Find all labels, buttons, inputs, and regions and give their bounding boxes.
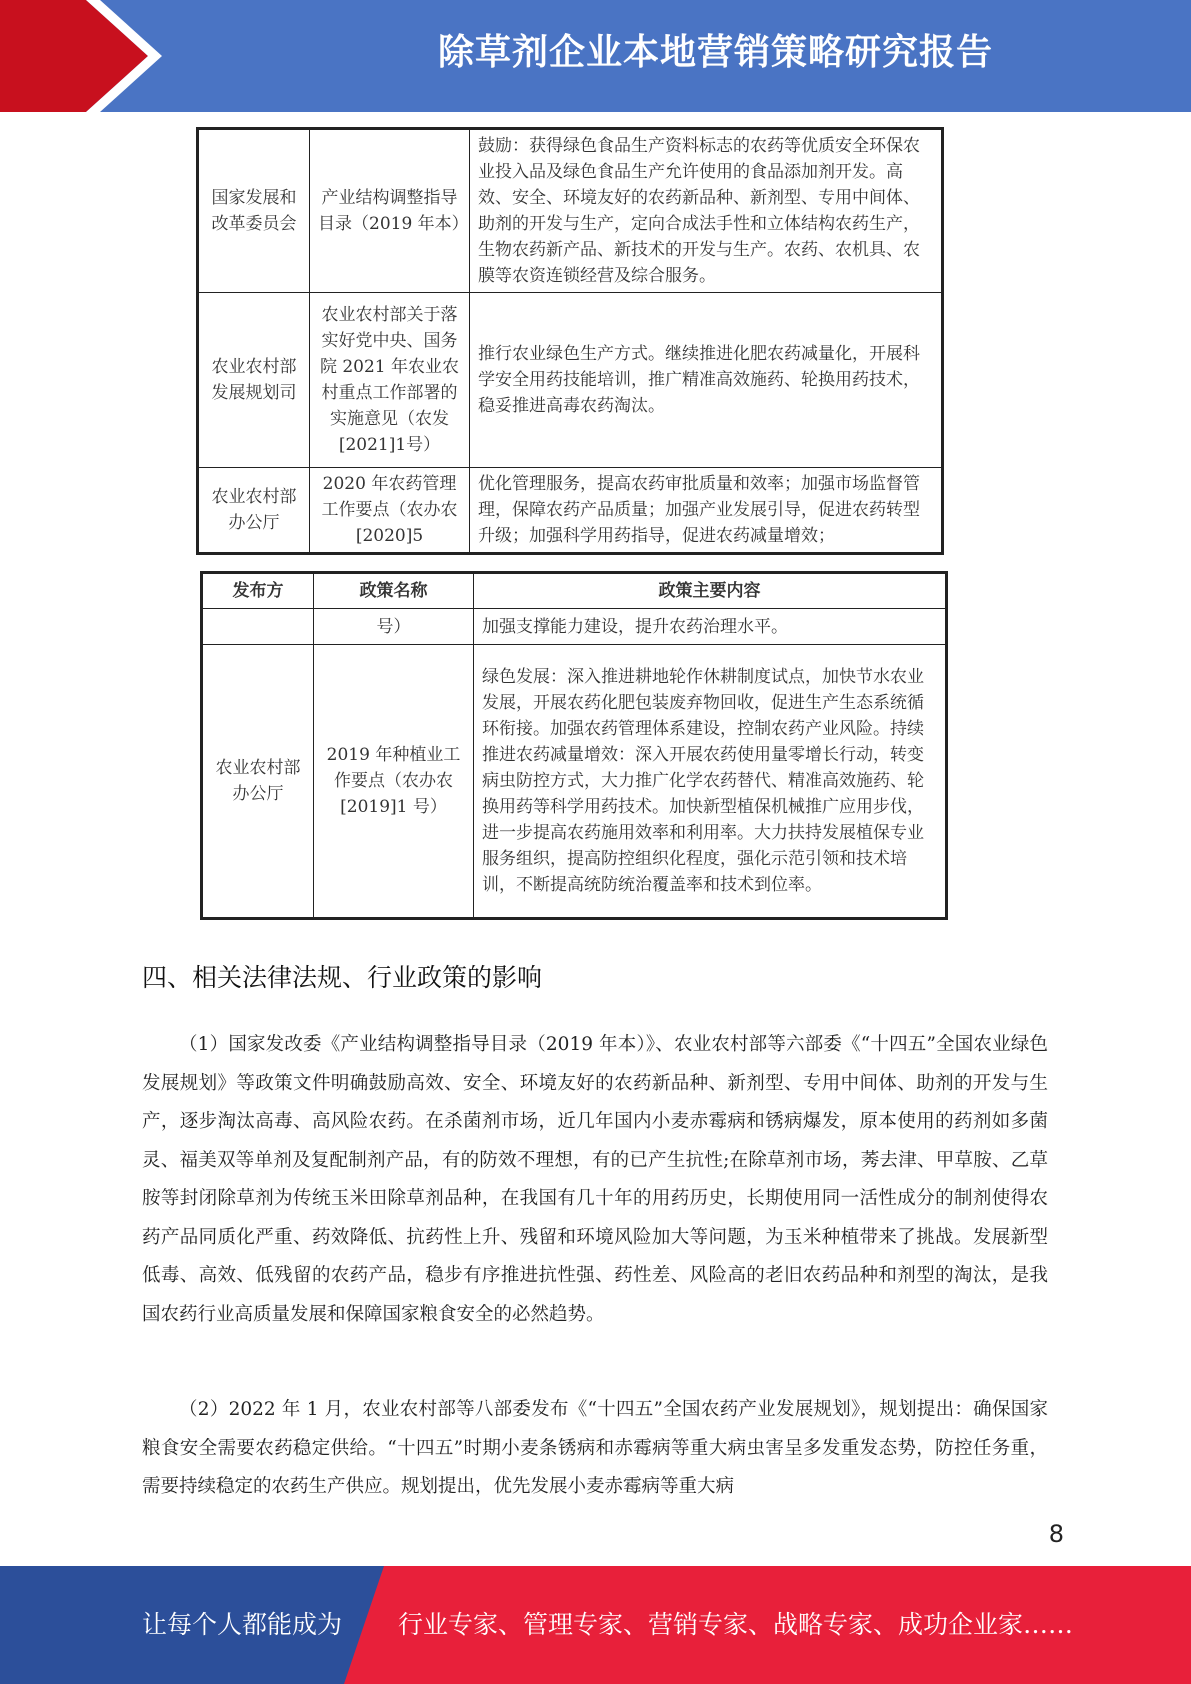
policy-content-cell: 加强支撑能力建设，提升农药治理水平。 [474, 609, 947, 645]
policy-table-continued [196, 127, 944, 555]
page-header [0, 0, 1191, 112]
footer-slogan-right: 行业专家、管理专家、营销专家、战略专家、成功企业家…… [398, 1610, 1074, 1639]
column-header-policy-content: 政策主要内容 [474, 573, 947, 609]
section-heading: 四、相关法律法规、行业政策的影响 [142, 963, 543, 992]
page-footer [0, 1566, 1191, 1684]
body-paragraph: （1）国家发改委《产业结构调整指导目录（2019 年本）》、农业农村部等六部委《“十四五”全国农业绿色发展规划》等政策文件明确鼓励高效、安全、环境友好的农药新品种、新剂型、专用中间体、助剂的开发与生产，逐步淘汰高毒、高风险农药。在杀菌剂市场，近几年国内小麦赤霉病和锈病爆发，原本使用的药剂如多菌灵、福美双等单剂及复配制剂产品，有的防效不理想，有的已产生抗性;在除草剂市场，莠去津、甲草胺、乙草胺等封闭除草剂为传统玉米田除草剂品种，在我国有几十年的用药历史，长期使用同一活性成分的制剂使得农药产品同质化严重、药效降低、抗药性上升、残留和环境风险加大等问题，为玉米种植带来了挑战。发展新型低毒、高效、低残留的农药产品，稳步有序推进抗性强、药性差、风险高的老旧农药品种和剂型的淘汰，是我国农药行业高质量发展和保障国家粮食安全的必然趋势。 [142, 1034, 1048, 1325]
table-row [202, 645, 947, 919]
issuer-cell: 国家发展和改革委员会 [198, 129, 310, 293]
policy-name-cell: 2019 年种植业工作要点（农办农[2019]1 号） [314, 645, 474, 919]
page-number: 8 [1048, 1520, 1064, 1548]
policy-content-cell: 绿色发展：深入推进耕地轮作休耕制度试点，加快节水农业发展，开展农药化肥包装废弃物回收，促进生产生态系统循环衔接。加强农药管理体系建设，控制农药产业风险。持续推进农药减量增效：深入开展农药使用量零增长行动，转变病虫防控方式，大力推广化学农药替代、精准高效施药、轮换用药等科学用药技术。加快新型植保机械推广应用步伐，进一步提高农药施用效率和利用率。大力扶持发展植保专业服务组织，提高防控组织化程度，强化示范引领和技术培训，不断提高统防统治覆盖率和技术到位率。 [474, 645, 947, 919]
body-paragraph: （2）2022 年 1 月，农业农村部等八部委发布《“十四五”全国农药产业发展规划》，规划提出：确保国家粮食安全需要农药稳定供给。“十四五”时期小麦条锈病和赤霉病等重大病虫害呈多发重发态势，防控任务重，需要持续稳定的农药生产供应。规划提出，优先发展小麦赤霉病等重大病 [142, 1399, 1048, 1497]
issuer-cell: 农业农村部办公厅 [202, 645, 314, 919]
table-row [198, 468, 943, 554]
issuer-cell: 农业农村部发展规划司 [198, 293, 310, 468]
table-row [198, 293, 943, 468]
table-header-row [202, 573, 947, 609]
column-header-policy-name: 政策名称 [314, 573, 474, 609]
issuer-cell [202, 609, 314, 645]
policy-name-cell: 2020 年农药管理工作要点（农办农[2020]5 [310, 468, 470, 554]
table-row [202, 609, 947, 645]
policy-name-cell: 号） [314, 609, 474, 645]
policy-content-cell: 优化管理服务，提高农药审批质量和效率；加强市场监督管理，保障农药产品质量；加强产业发展引导，促进农药转型升级；加强科学用药指导，促进农药减量增效； [470, 468, 943, 554]
policy-name-cell: 农业农村部关于落实好党中央、国务院 2021 年农业农村重点工作部署的实施意见（农发[2021]1号） [310, 293, 470, 468]
footer-slogan-left: 让每个人都能成为 [142, 1610, 343, 1639]
column-header-issuer: 发布方 [202, 573, 314, 609]
policy-content-cell: 推行农业绿色生产方式。继续推进化肥农药减量化，开展科学安全用药技能培训，推广精准高效施药、轮换用药技术，稳妥推进高毒农药淘汰。 [470, 293, 943, 468]
policy-name-cell: 产业结构调整指导目录（2019 年本） [310, 129, 470, 293]
issuer-cell: 农业农村部办公厅 [198, 468, 310, 554]
policy-table [200, 571, 948, 920]
policy-content-cell: 鼓励：获得绿色食品生产资料标志的农药等优质安全环保农业投入品及绿色食品生产允许使用的食品添加剂开发。高效、安全、环境友好的农药新品种、新剂型、专用中间体、助剂的开发与生产，定向合成法手性和立体结构农药生产，生物农药新产品、新技术的开发与生产。农药、农机具、农膜等农资连锁经营及综合服务。 [470, 129, 943, 293]
report-title: 除草剂企业本地营销策略研究报告 [437, 32, 993, 73]
table-row [198, 129, 943, 293]
